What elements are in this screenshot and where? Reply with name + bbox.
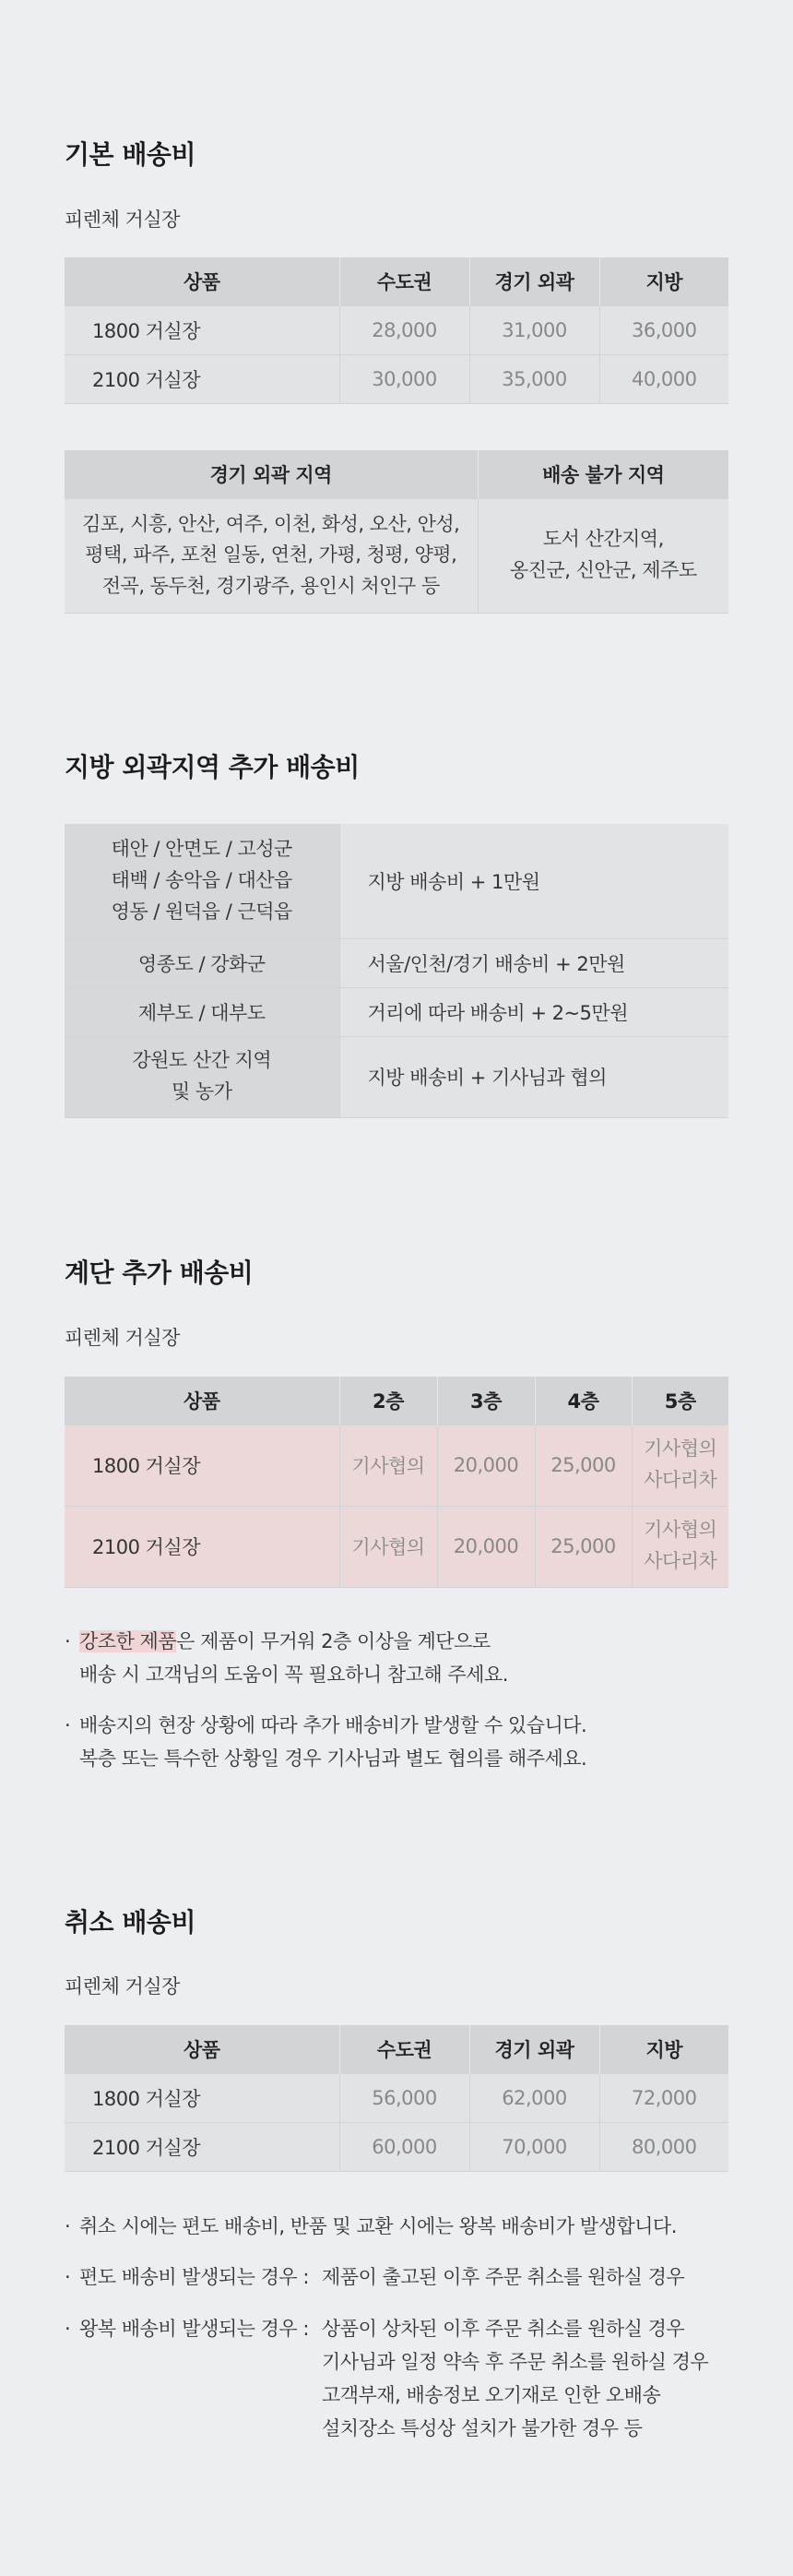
- stairs-note-1: [65, 1625, 508, 1691]
- price-cell: 80,000: [599, 2122, 728, 2171]
- outskirts-region-list: [65, 498, 478, 613]
- header-unavailable-region: 배송 불가 지역: [478, 450, 728, 498]
- region-line: 평택, 파주, 포천 일동, 연천, 가평, 청평, 양평,: [85, 543, 457, 566]
- remote-area-cell: 제부도 / 대부도: [65, 987, 339, 1036]
- note-value: 설치장소 특성상 설치가 불가한 경우 등: [322, 2417, 643, 2439]
- remote-area-cell: [65, 824, 339, 938]
- header-capital: 수도권: [339, 2025, 469, 2073]
- basic-fee-title: 기본 배송비: [65, 139, 195, 170]
- unavailable-region-list: [478, 498, 728, 613]
- bullet-dot: ·: [65, 2266, 71, 2288]
- note-text: 취소 시에는 편도 배송비, 반품 및 교환 시에는 왕복 배송비가 발생합니다.: [79, 2215, 677, 2237]
- area-line: 및 농가: [171, 1080, 232, 1103]
- remote-fee-cell: 서울/인천/경기 배송비 + 2만원: [339, 938, 728, 987]
- remote-area-cell: [65, 1036, 339, 1117]
- note-value: 고객부재, 배송정보 오기재로 인한 오배송: [322, 2384, 661, 2406]
- header-product: 상품: [65, 257, 339, 305]
- note-text: 배송지의 현장 상황에 따라 추가 배송비가 발생할 수 있습니다.: [79, 1714, 587, 1736]
- area-line: 영동 / 원덕읍 / 근덕읍: [111, 900, 292, 923]
- table-row: [65, 987, 728, 1036]
- table-row: [65, 1506, 728, 1587]
- table-header-row: [65, 257, 728, 305]
- bullet-dot: ·: [65, 2215, 71, 2237]
- note-value: 제품이 출고된 이후 주문 취소를 원하실 경우: [322, 2266, 685, 2288]
- cancel-note-roundtrip: [65, 2312, 728, 2451]
- bullet-dot: ·: [65, 1714, 71, 1736]
- stairs-fee-product-label: 피렌체 거실장: [65, 1327, 180, 1349]
- product-cell: 1800 거실장: [65, 1425, 339, 1506]
- table-row: [65, 1425, 728, 1506]
- region-line: 김포, 시흥, 안산, 여주, 이천, 화성, 오산, 안성,: [82, 512, 460, 535]
- area-line: 태백 / 송악읍 / 대산읍: [111, 868, 292, 891]
- header-floor-5: 5층: [632, 1377, 728, 1425]
- remote-fee-cell: 지방 배송비 + 1만원: [339, 824, 728, 938]
- table-header-row: [65, 2025, 728, 2073]
- price-cell: [632, 1425, 728, 1506]
- header-outskirts: 경기 외곽: [469, 2025, 599, 2073]
- price-cell: 36,000: [599, 305, 728, 354]
- product-cell: 1800 거실장: [65, 2073, 339, 2122]
- area-line: 태안 / 안면도 / 고성군: [111, 838, 292, 861]
- region-line: 전곡, 동두천, 경기광주, 용인시 처인구 등: [101, 574, 440, 597]
- region-table: [65, 450, 728, 614]
- note-key: 편도 배송비 발생되는 경우 :: [79, 2266, 309, 2288]
- price-cell: [632, 1506, 728, 1587]
- product-cell: 2100 거실장: [65, 2122, 339, 2171]
- header-product: 상품: [65, 2025, 339, 2073]
- note-value: 상품이 상차된 이후 주문 취소를 원하실 경우: [322, 2318, 685, 2340]
- remote-area-cell: 영종도 / 강화군: [65, 938, 339, 987]
- region-line: 옹진군, 신안군, 제주도: [509, 559, 697, 581]
- price-line: 기사협의: [644, 1437, 717, 1461]
- note-text: 은 제품이 무거워 2층 이상을 계단으로: [176, 1630, 491, 1652]
- bullet-dot: ·: [65, 2318, 71, 2340]
- price-cell: 28,000: [339, 305, 469, 354]
- cancel-fee-product-label: 피렌체 거실장: [65, 1975, 180, 1998]
- remote-fee-cell: 지방 배송비 + 기사님과 협의: [339, 1036, 728, 1117]
- price-cell: 30,000: [339, 354, 469, 403]
- cancel-fee-title: 취소 배송비: [65, 1907, 195, 1938]
- price-cell: 35,000: [469, 354, 599, 403]
- product-cell: 2100 거실장: [65, 354, 339, 403]
- region-line: 도서 산간지역,: [542, 528, 664, 551]
- header-floor-4: 4층: [535, 1377, 632, 1425]
- price-cell: 20,000: [437, 1425, 535, 1506]
- table-header-row: [65, 1377, 728, 1425]
- stairs-fee-title: 계단 추가 배송비: [65, 1258, 254, 1288]
- price-cell: 기사협의: [339, 1506, 437, 1587]
- table-row: [65, 824, 728, 938]
- table-row: [65, 2073, 728, 2122]
- header-outskirts-region: 경기 외곽 지역: [65, 450, 478, 498]
- table-row: [65, 498, 728, 613]
- price-line: 사다리차: [644, 1550, 717, 1572]
- note-value-list: [322, 2312, 708, 2445]
- price-cell: 20,000: [437, 1506, 535, 1587]
- stairs-note-2: [65, 1709, 586, 1775]
- price-cell: 70,000: [469, 2122, 599, 2171]
- price-cell: 62,000: [469, 2073, 599, 2122]
- remote-fee-table: [65, 824, 728, 1118]
- cancel-note-general: [65, 2210, 677, 2243]
- remote-fee-title: 지방 외곽지역 추가 배송비: [65, 752, 360, 782]
- remote-fee-cell: 거리에 따라 배송비 + 2~5만원: [339, 987, 728, 1036]
- price-cell: 31,000: [469, 305, 599, 354]
- header-product: 상품: [65, 1377, 339, 1425]
- highlight-text: 강조한 제품: [79, 1630, 177, 1652]
- price-line: 기사협의: [644, 1519, 717, 1542]
- header-capital: 수도권: [339, 257, 469, 305]
- price-cell: 40,000: [599, 354, 728, 403]
- header-floor-2: 2층: [339, 1377, 437, 1425]
- price-cell: 25,000: [535, 1506, 632, 1587]
- note-key: 왕복 배송비 발생되는 경우 :: [79, 2318, 309, 2340]
- table-row: [65, 354, 728, 403]
- price-cell: 기사협의: [339, 1425, 437, 1506]
- table-row: [65, 2122, 728, 2171]
- cancel-note-oneway: [65, 2260, 728, 2294]
- basic-fee-product-label: 피렌체 거실장: [65, 209, 180, 231]
- table-row: [65, 305, 728, 354]
- price-cell: 60,000: [339, 2122, 469, 2171]
- price-line: 사다리차: [644, 1469, 717, 1491]
- bullet-dot: ·: [65, 1630, 71, 1652]
- header-outskirts: 경기 외곽: [469, 257, 599, 305]
- header-province: 지방: [599, 257, 728, 305]
- table-row: [65, 938, 728, 987]
- note-value: 기사님과 일정 약속 후 주문 취소를 원하실 경우: [322, 2351, 709, 2373]
- stairs-fee-table: [65, 1377, 728, 1588]
- price-cell: 25,000: [535, 1425, 632, 1506]
- product-cell: 2100 거실장: [65, 1506, 339, 1587]
- table-row: [65, 1036, 728, 1117]
- cancel-fee-table: [65, 2025, 728, 2172]
- header-floor-3: 3층: [437, 1377, 535, 1425]
- price-cell: 72,000: [599, 2073, 728, 2122]
- basic-fee-table: [65, 257, 728, 404]
- table-header-row: [65, 450, 728, 498]
- price-cell: 56,000: [339, 2073, 469, 2122]
- area-line: 강원도 산간 지역: [132, 1049, 272, 1072]
- product-cell: 1800 거실장: [65, 305, 339, 354]
- note-text: 배송 시 고객님의 도움이 꼭 필요하니 참고해 주세요.: [79, 1664, 508, 1686]
- note-text: 복층 또는 특수한 상황일 경우 기사님과 별도 협의를 해주세요.: [79, 1747, 587, 1770]
- header-province: 지방: [599, 2025, 728, 2073]
